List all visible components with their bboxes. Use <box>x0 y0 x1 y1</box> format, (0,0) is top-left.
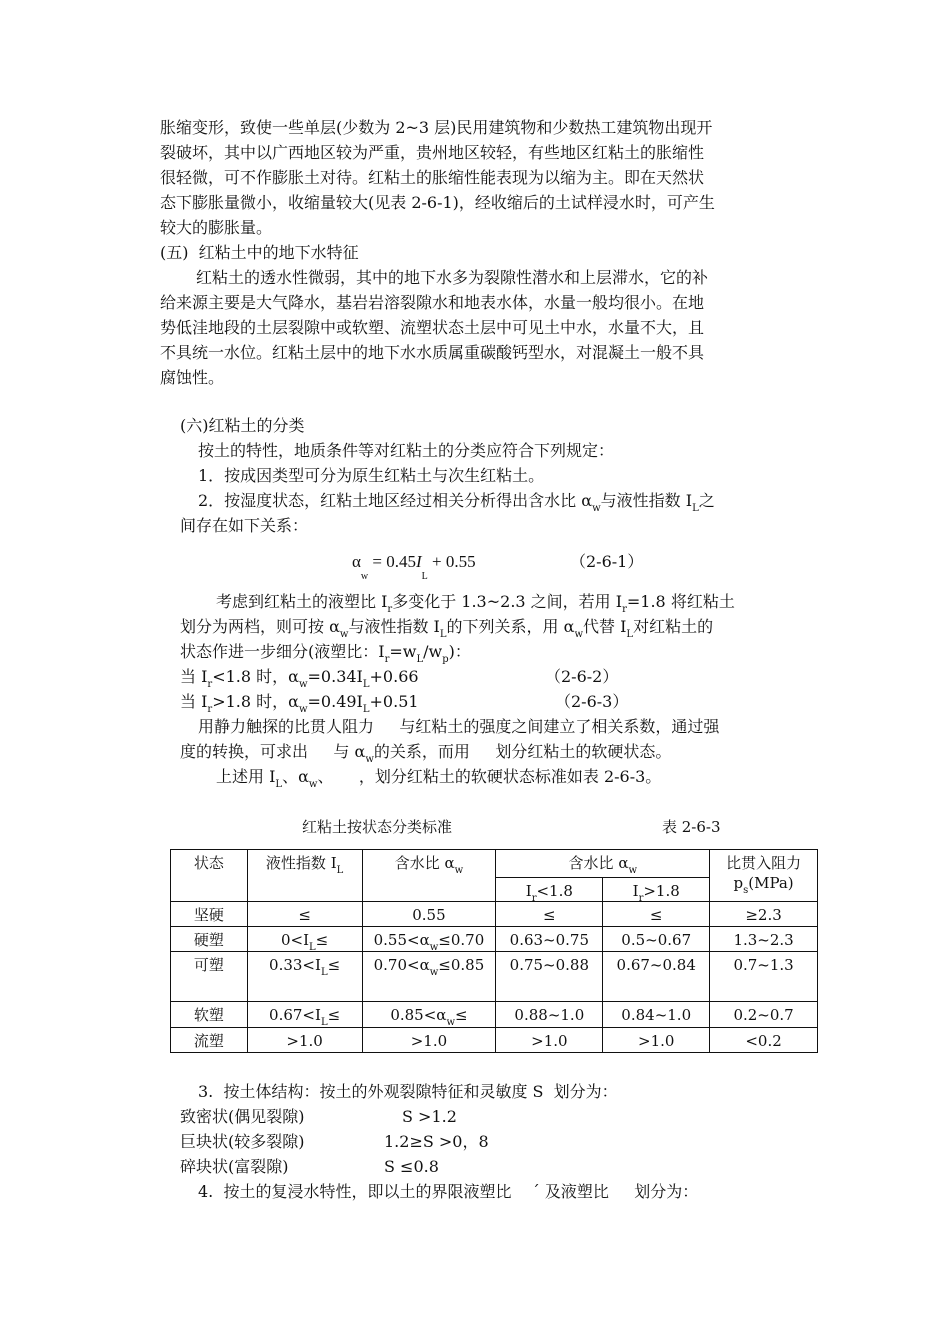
list-item: 巨块状(较多裂隙) <box>180 1132 305 1151</box>
paragraph-line: 势低洼地段的土层裂隙中或软塑、流塑状态土层中可见土中水，水量不大，且 <box>160 318 705 337</box>
paragraph-line: 划分为两档，则可按 $\alpha_w$与液性指数 $I_L$的下列关系，用 $\alpha_w$代替 $I_L$对红粘土的 <box>180 617 714 640</box>
paragraph-line: 按土的特性，地质条件等对红粘土的分类应符合下列规定： <box>198 441 615 460</box>
paragraph-line: 给来源主要是大气降水，基岩岩溶裂隙水和地表水体，水量一般均很小。在地 <box>160 293 705 312</box>
table-row <box>171 1002 818 1028</box>
table-cell: $0.85<\alpha_w\le$ <box>362 1002 496 1028</box>
table-cell: 流塑 <box>171 1028 248 1053</box>
table-row <box>171 927 818 952</box>
table-header-row <box>171 850 818 878</box>
table-cell: $0.55<\alpha_w\le 0.70$ <box>362 927 496 952</box>
list-item-value: 1.2≥S >0，8 <box>384 1132 489 1151</box>
table-cell: 软塑 <box>171 1002 248 1028</box>
table-cell: 1.3~2.3 <box>710 927 818 952</box>
table-cell: 坚硬 <box>171 902 248 927</box>
table-cell: 硬塑 <box>171 927 248 952</box>
table-cell: $0<I_L\le$ <box>247 927 362 952</box>
table-cell: ≤ <box>247 902 362 927</box>
table-row <box>171 902 818 927</box>
table-cell: 0.63~0.75 <box>496 927 603 952</box>
paragraph-line: 红粘土的透水性微弱，其中的地下水多为裂隙性潜水和上层滞水，它的补 <box>196 268 709 287</box>
header-ir-gt: $I_r>1.8$ <box>603 878 710 902</box>
table-row <box>171 1028 818 1053</box>
paragraph-line: 较大的膨胀量。 <box>160 218 273 237</box>
table-cell: 0.2~0.7 <box>710 1002 818 1028</box>
paragraph-line: 态下膨胀量微小，收缩量较大(见表 2-6-1)，经收缩后的土试样浸水时，可产生 <box>160 193 715 212</box>
paragraph-line: 胀缩变形，致使一些单层(少数为 2~3 层)民用建筑物和少数热工建筑物出现开 <box>160 118 713 137</box>
paragraph-line: 上述用 $I_L$、$\alpha_w$、 ，划分红粘土的软硬状态标准如表 2-6-3。 <box>216 767 662 790</box>
equation-number: （2-6-2） <box>545 667 619 686</box>
table-cell: 0.88~1.0 <box>496 1002 603 1028</box>
paragraph-line: 状态作进一步细分(液塑比：$I_r=w_L/w_p$)： <box>180 642 471 665</box>
table-cell: 0.84~1.0 <box>603 1002 710 1028</box>
table-cell: >1.0 <box>362 1028 496 1053</box>
list-item-value: S >1.2 <box>402 1107 457 1126</box>
equation-2-6-1: $\alpha_w = 0.45I_L + 0.55$ <box>352 552 476 582</box>
equation-number: （2-6-1） <box>570 552 644 571</box>
paragraph-line: 腐蚀性。 <box>160 368 225 387</box>
paragraph-line: 裂破坏，其中以广西地区较为严重，贵州地区较轻，有些地区红粘土的胀缩性 <box>160 143 705 162</box>
list-item-value: S ≤0.8 <box>384 1157 439 1176</box>
table-row <box>171 952 818 1002</box>
paragraph-line: 2．按湿度状态，红粘土地区经过相关分析得出含水比 $\alpha_w$与液性指数 $I_L$之 <box>198 491 715 514</box>
paragraph-line: 很轻微，可不作膨胀土对待。红粘土的胀缩性能表现为以缩为主。即在天然状 <box>160 168 705 187</box>
list-item: 致密状(偶见裂隙) <box>180 1107 305 1126</box>
paragraph-line: 1．按成因类型可分为原生红粘土与次生红粘土。 <box>198 466 545 485</box>
table-cell: 0.67~0.84 <box>603 952 710 1002</box>
header-water-ratio: 含水比 $\alpha_w$ <box>362 850 496 902</box>
header-water-ratio-group: 含水比 $\alpha_w$ <box>496 850 710 878</box>
paragraph-line: 间存在如下关系： <box>180 516 309 535</box>
condition-line: 当 $I_r<1.8$ 时，$\alpha_w=0.34I_L+0.66$ <box>180 667 419 690</box>
table-caption: 红粘土按状态分类标准 <box>302 818 453 836</box>
table-cell: 0.7~1.3 <box>710 952 818 1002</box>
paragraph-line: 考虑到红粘土的液塑比 $I_r$多变化于 1.3~2.3 之间，若用 $I_r=1.8$ 将红粘土 <box>216 592 735 615</box>
table-cell: 可塑 <box>171 952 248 1002</box>
header-ir-lt: $I_r<1.8$ <box>496 878 603 902</box>
equation-number: （2-6-3） <box>555 692 629 711</box>
table-cell: ≤ <box>496 902 603 927</box>
table-cell: $0.33<I_L\le$ <box>247 952 362 1002</box>
header-liquidity-index: 液性指数 $I_L$ <box>247 850 362 902</box>
paragraph-line: 不具统一水位。红粘土层中的地下水水质属重碳酸钙型水，对混凝土一般不具 <box>160 343 705 362</box>
paragraph-line: 3. 按土体结构：按土的外观裂隙特征和灵敏度 S 划分为： <box>198 1082 618 1101</box>
table-cell: ≥2.3 <box>710 902 818 927</box>
table-cell: <0.2 <box>710 1028 818 1053</box>
table-cell: $0.70<\alpha_w\le 0.85$ <box>362 952 496 1002</box>
table-cell: 0.55 <box>362 902 496 927</box>
table-number: 表 2-6-3 <box>662 818 721 836</box>
header-state: 状态 <box>171 850 248 902</box>
paragraph-line: 用静力触探的比贯人阻力 与红粘土的强度之间建立了相关系数，通过强 <box>198 717 720 736</box>
header-penetration-resistance: 比贯入阻力 $p_s(MPa)$ <box>710 850 818 902</box>
table-cell: >1.0 <box>603 1028 710 1053</box>
list-item: 碎块状(富裂隙) <box>180 1157 289 1176</box>
table-cell: >1.0 <box>247 1028 362 1053</box>
paragraph-line: 度的转换，可求出 与 $\alpha_w$的关系，而用 划分红粘土的软硬状态。 <box>180 742 672 765</box>
table-cell: 0.5~0.67 <box>603 927 710 952</box>
table-cell: $0.67<I_L\le$ <box>247 1002 362 1028</box>
section-heading: (五) 红粘土中的地下水特征 <box>160 243 359 262</box>
table-cell: ≤ <box>603 902 710 927</box>
section-heading: (六)红粘土的分类 <box>180 416 305 435</box>
condition-line: 当 $I_r>1.8$ 时，$\alpha_w=0.49I_L+0.51$ <box>180 692 419 715</box>
table-cell: 0.75~0.88 <box>496 952 603 1002</box>
soil-state-table <box>170 849 818 1053</box>
table-cell: >1.0 <box>496 1028 603 1053</box>
paragraph-line: 4. 按土的复浸水特性，即以土的界限液塑比 ´ 及液塑比 划分为： <box>198 1182 699 1201</box>
